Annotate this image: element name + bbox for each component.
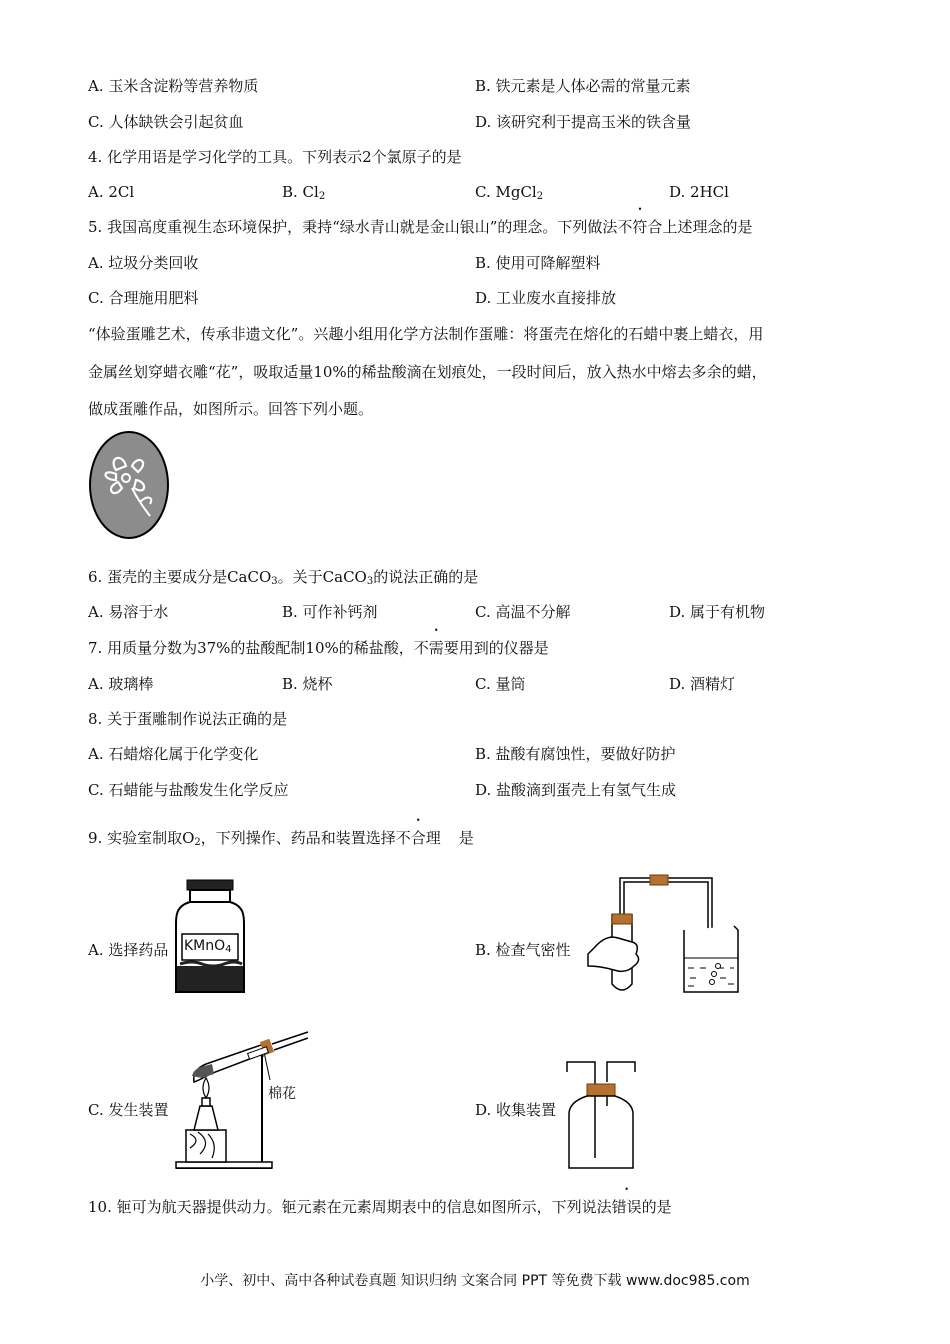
- q7-emphasis: 不需要: [413, 639, 459, 657]
- q8-option-b: B. 盐酸有腐蚀性，要做好防护: [475, 745, 676, 763]
- q5-option-a: A. 垃圾分类回收: [88, 254, 199, 272]
- q9-option-d: D. 收集装置: [475, 1101, 557, 1119]
- intro-line-3: 做成蛋雕作品，如图所示。回答下列小题。: [88, 400, 374, 418]
- q5-option-d: D. 工业废水直接排放: [475, 289, 617, 307]
- q7-stem: 7. 用质量分数为37%的盐酸配制10%的稀盐酸，不需要用到的仪器是: [88, 639, 549, 657]
- q8-option-d: D. 盐酸滴到蛋壳上有氢气生成: [475, 781, 677, 799]
- airtightness-check-figure: [584, 870, 744, 996]
- q8-option-a: A. 石蜡熔化属于化学变化: [88, 745, 259, 763]
- q10-stem: 10. 钷可为航天器提供动力。钷元素在元素周期表中的信息如图所示，下列说法错误的是: [88, 1198, 672, 1216]
- q5-emphasis: 不符合: [617, 218, 663, 236]
- q5-option-b: B. 使用可降解塑料: [475, 254, 601, 272]
- q9-option-b: B. 检查气密性: [475, 941, 571, 959]
- cotton-label: 棉花: [268, 1086, 296, 1102]
- q6-stem: 6. 蛋壳的主要成分是CaCO$_3$。关于CaCO$_3$的说法正确的是: [88, 568, 479, 587]
- q7-option-a: A. 玻璃棒: [88, 675, 154, 693]
- q9-option-a: A. 选择药品: [88, 941, 169, 959]
- q9-emphasis: 不合理: [395, 829, 441, 847]
- q6-option-b: B. 可作补钙剂: [282, 603, 378, 621]
- q4-option-b: B. $Cl_2$: [282, 183, 326, 202]
- egg-carving-figure: [88, 430, 170, 540]
- intro-line-2: 金属丝划穿蜡衣雕“花”，吸取适量10%的稀盐酸滴在划痕处，一段时间后，放入热水中熔去多余的蜡，: [88, 363, 767, 381]
- q5-option-c: C. 合理施用肥料: [88, 289, 199, 307]
- q3-option-b: B. 铁元素是人体必需的常量元素: [475, 77, 691, 95]
- q6-option-c: C. 高温不分解: [475, 603, 571, 621]
- q4-option-d: D. 2HCl: [669, 183, 729, 201]
- q8-option-c: C. 石蜡能与盐酸发生化学反应: [88, 781, 289, 799]
- q6-option-d: D. 属于有机物: [669, 603, 766, 621]
- q3-option-a: A. 玉米含淀粉等营养物质: [88, 77, 259, 95]
- q3-option-d: D. 该研究利于提高玉米的铁含量: [475, 113, 692, 131]
- q10-emphasis: 错误: [611, 1198, 642, 1216]
- q3-option-c: C. 人体缺铁会引起贫血: [88, 113, 244, 131]
- q6-option-a: A. 易溶于水: [88, 603, 169, 621]
- q4-option-c: C. MgCl$_2$: [475, 183, 544, 202]
- intro-line-1: “体验蛋雕艺术，传承非遗文化”。兴趣小组用化学方法制作蛋雕：将蛋壳在熔化的石蜡中裹上蜡衣，用: [88, 325, 764, 343]
- q7-option-c: C. 量筒: [475, 675, 526, 693]
- q7-option-b: B. 烧杯: [282, 675, 333, 693]
- q7-option-d: D. 酒精灯: [669, 675, 736, 693]
- q8-stem: 8. 关于蛋雕制作说法正确的是: [88, 710, 288, 728]
- q4-stem: 4. 化学用语是学习化学的工具。下列表示2个氯原子的是: [88, 148, 462, 166]
- q4-option-a: A. 2Cl: [88, 183, 135, 201]
- bottle-label: KMnO$_4$: [184, 938, 232, 955]
- page-footer: 小学、初中、高中各种试卷真题 知识归纳 文案合同 PPT 等免费下载 www.doc985.com: [200, 1273, 750, 1289]
- q9-option-c: C. 发生装置: [88, 1101, 169, 1119]
- collection-apparatus-figure: [565, 1058, 637, 1172]
- q5-stem: 5. 我国高度重视生态环境保护，秉持“绿水青山就是金山银山”的理念。下列做法不符合上述理念的是: [88, 218, 753, 236]
- q9-stem: 9. 实验室制取$O_2$，下列操作、药品和装置选择不合理 是: [88, 829, 474, 848]
